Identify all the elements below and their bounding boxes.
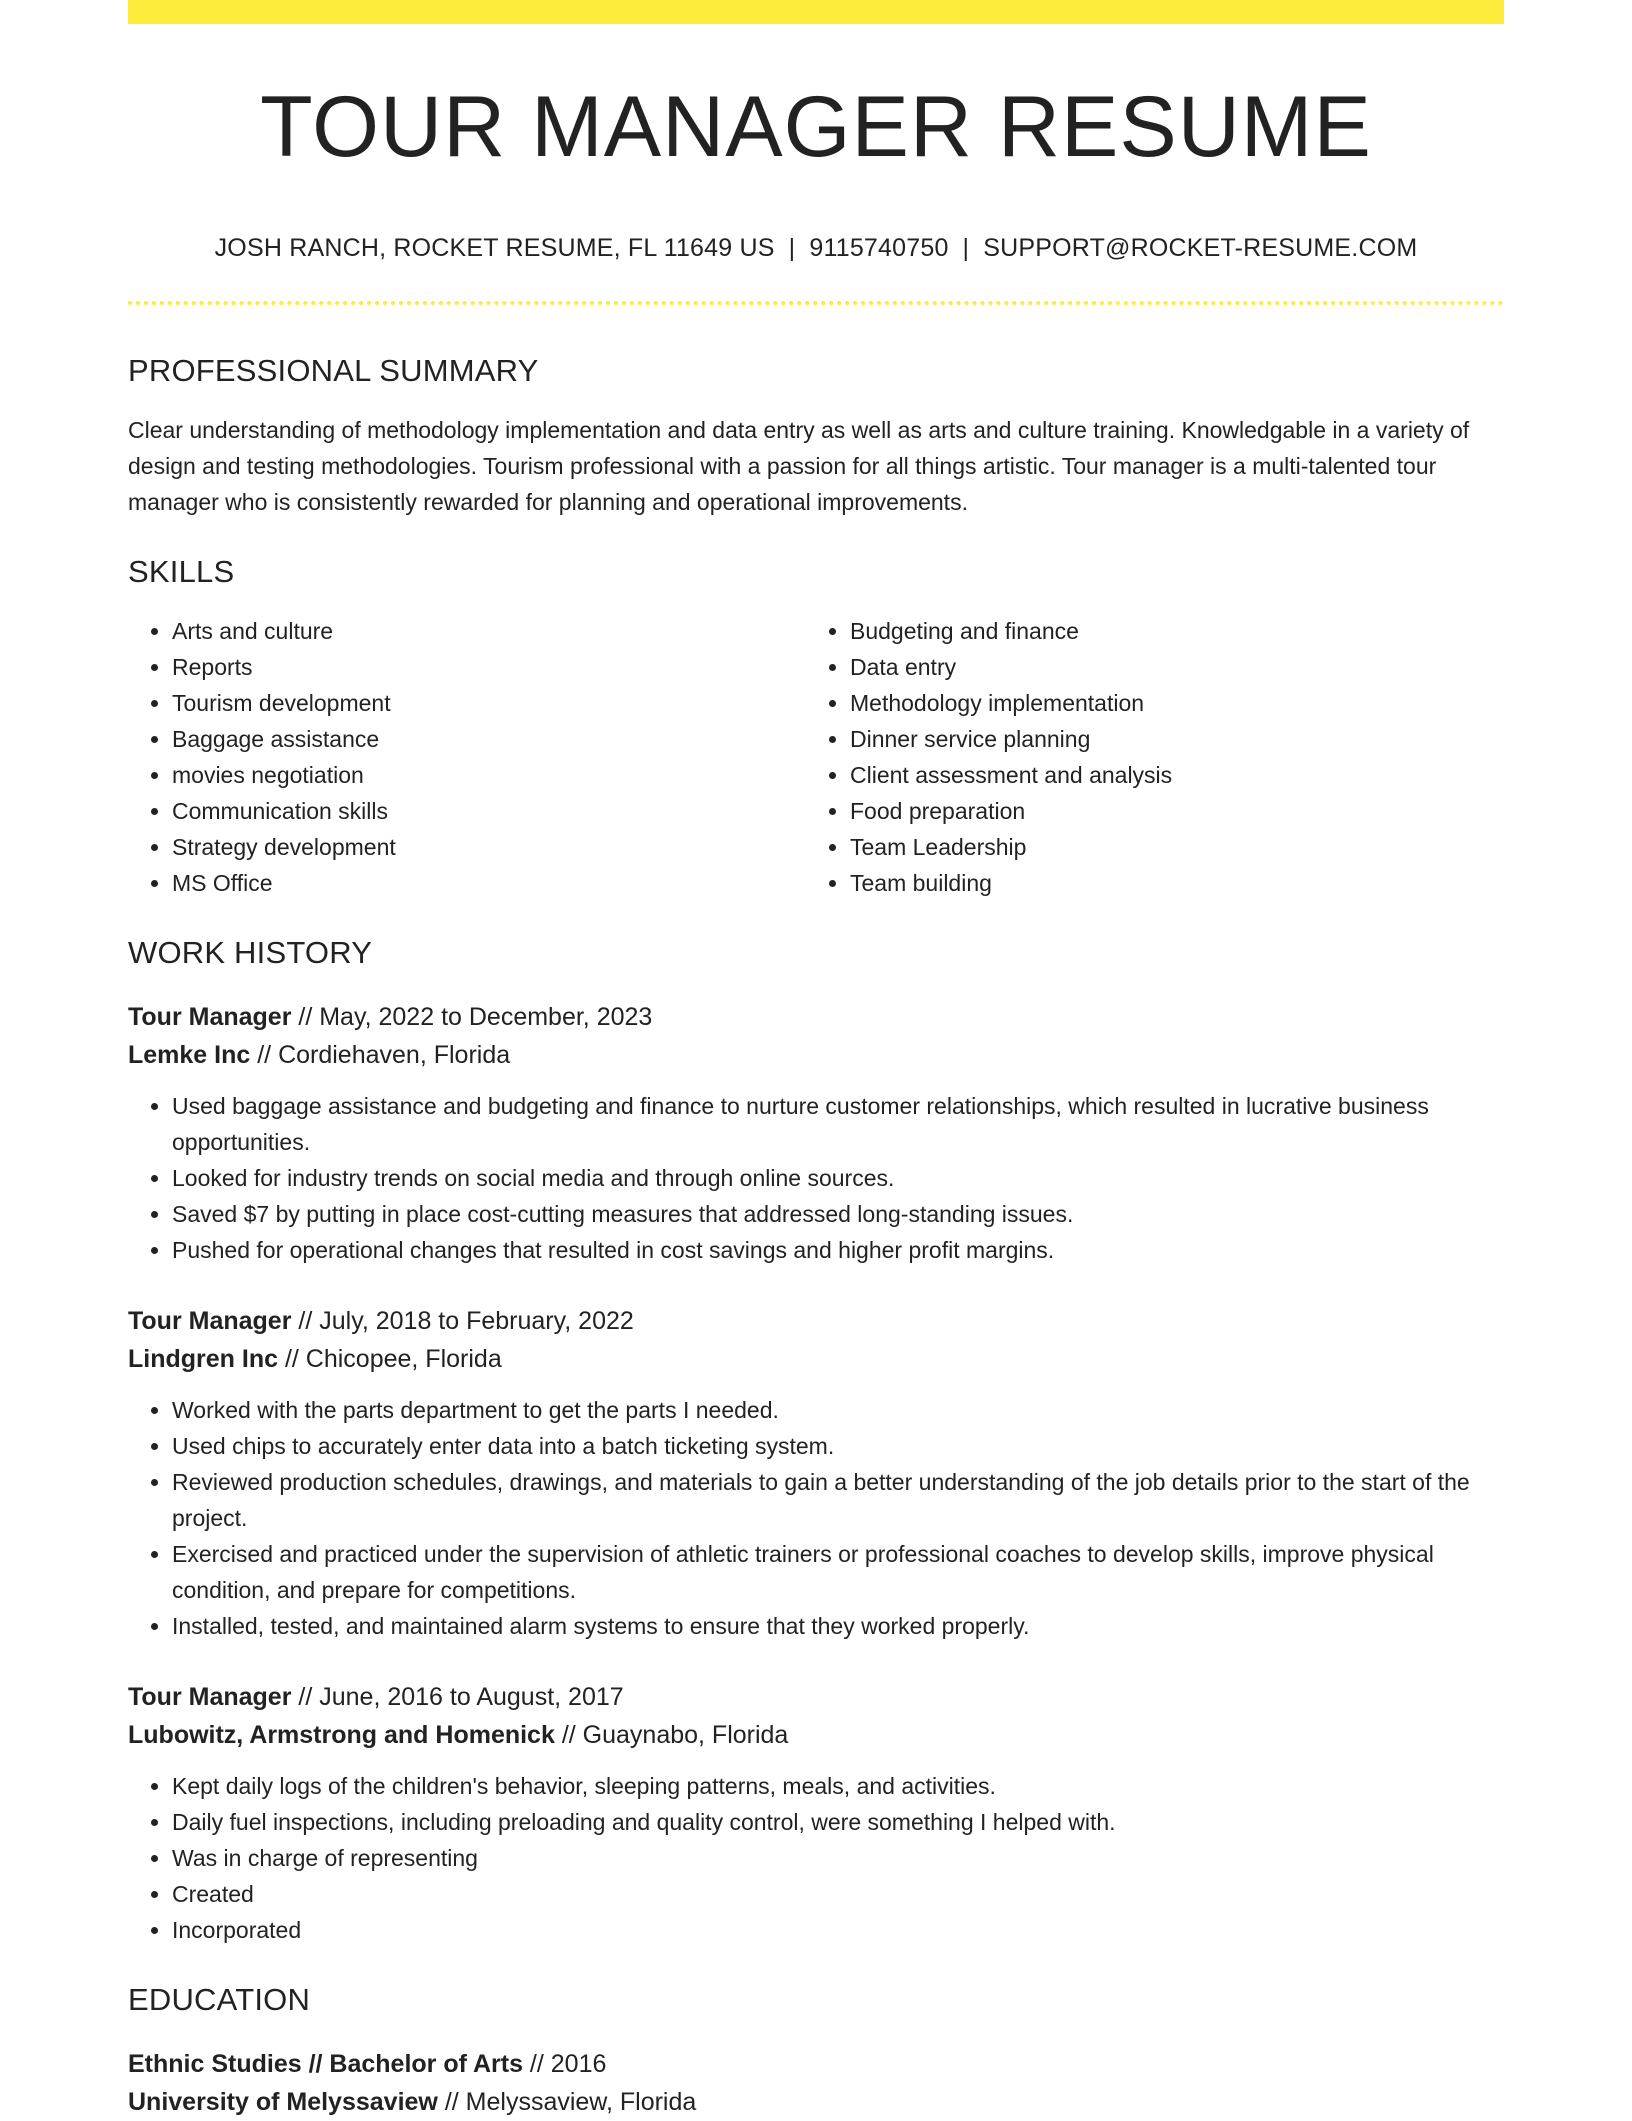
education-entry [128, 2045, 1504, 2121]
skill-item: • Tourism development [172, 685, 806, 721]
skill-item: • Baggage assistance [172, 721, 806, 757]
contact-address: JOSH RANCH, ROCKET RESUME, FL 11649 US [214, 234, 775, 262]
dotted-divider [128, 301, 1504, 305]
skill-item: • Team Leadership [850, 829, 1484, 865]
skill-item: • Data entry [850, 649, 1484, 685]
skill-item: • Methodology implementation [850, 685, 1484, 721]
skill-item: • Budgeting and finance [850, 613, 1484, 649]
job-bullet: • Used baggage assistance and budgeting and finance to nurture customer relationships, which resulted in lucrative business opportunities. [172, 1088, 1504, 1160]
skills-grid [128, 613, 1504, 901]
job-bullet: • Worked with the parts department to get the parts I needed. [172, 1392, 1504, 1428]
job-entry [128, 1678, 1504, 1948]
skill-item: • MS Office [172, 865, 806, 901]
skill-item: • Reports [172, 649, 806, 685]
job-entry [128, 998, 1504, 1268]
job-location: // Cordiehaven, Florida [250, 1041, 511, 1069]
job-company: Lindgren Inc [128, 1345, 278, 1373]
job-title-line [128, 998, 1504, 1036]
job-title-line [128, 1678, 1504, 1716]
job-bullet: • Reviewed production schedules, drawings, and materials to gain a better understanding of the job details prior to the start of the project. [172, 1464, 1504, 1536]
education-year: // 2016 [522, 2050, 607, 2078]
skills-column-left [128, 613, 806, 901]
contact-line [128, 236, 1504, 261]
skill-item: • Dinner service planning [850, 721, 1484, 757]
job-bullet: • Daily fuel inspections, including preloading and quality control, were something I helped with. [172, 1804, 1504, 1840]
job-bullet: • Used chips to accurately enter data into a batch ticketing system. [172, 1428, 1504, 1464]
education-degree: Ethnic Studies // Bachelor of Arts [128, 2050, 523, 2078]
job-dates: // June, 2016 to August, 2017 [291, 1683, 624, 1711]
job-bullets [128, 1392, 1504, 1644]
resume-title: TOUR MANAGER RESUME [260, 79, 1372, 175]
skills-column-right [806, 613, 1484, 901]
job-bullet: • Kept daily logs of the children's behavior, sleeping patterns, meals, and activities. [172, 1768, 1504, 1804]
job-bullet: • Installed, tested, and maintained alarm systems to ensure that they worked properly. [172, 1608, 1504, 1644]
skill-item: • movies negotiation [172, 757, 806, 793]
job-bullet: • Created [172, 1876, 1504, 1912]
job-company: Lemke Inc [128, 1041, 251, 1069]
job-location: // Chicopee, Florida [278, 1345, 502, 1373]
contact-phone: 9115740750 [809, 234, 949, 262]
education-heading: EDUCATION [128, 1982, 311, 2017]
job-bullets [128, 1768, 1504, 1948]
education-school-line [128, 2083, 1504, 2121]
work-history-heading: WORK HISTORY [128, 935, 373, 970]
job-dates: // July, 2018 to February, 2022 [291, 1307, 634, 1335]
job-title-line [128, 1302, 1504, 1340]
job-bullet: • Saved $7 by putting in place cost-cutting measures that addressed long-standing issues. [172, 1196, 1504, 1232]
resume-page [128, 0, 1504, 2121]
job-bullet: • Pushed for operational changes that resulted in cost savings and higher profit margins. [172, 1232, 1504, 1268]
contact-email: SUPPORT@ROCKET-RESUME.COM [983, 234, 1418, 262]
job-title: Tour Manager [128, 1307, 292, 1335]
job-location: // Guaynabo, Florida [554, 1721, 789, 1749]
skills-heading: SKILLS [128, 554, 235, 589]
job-bullet: • Incorporated [172, 1912, 1504, 1948]
skill-item: • Client assessment and analysis [850, 757, 1484, 793]
education-location: // Melyssaview, Florida [437, 2088, 697, 2116]
job-bullet: • Looked for industry trends on social media and through online sources. [172, 1160, 1504, 1196]
job-title: Tour Manager [128, 1683, 292, 1711]
skill-item: • Food preparation [850, 793, 1484, 829]
skill-item: • Strategy development [172, 829, 806, 865]
contact-separator: | [788, 234, 796, 262]
job-company-line [128, 1340, 1504, 1378]
job-title: Tour Manager [128, 1003, 292, 1031]
skill-item: • Communication skills [172, 793, 806, 829]
education-degree-line [128, 2045, 1504, 2083]
job-company: Lubowitz, Armstrong and Homenick [128, 1721, 555, 1749]
top-accent-bar [128, 0, 1504, 24]
job-bullet: • Was in charge of representing [172, 1840, 1504, 1876]
job-company-line [128, 1716, 1504, 1754]
summary-heading: PROFESSIONAL SUMMARY [128, 353, 539, 388]
skill-item: • Arts and culture [172, 613, 806, 649]
job-entry [128, 1302, 1504, 1644]
job-bullets [128, 1088, 1504, 1268]
job-dates: // May, 2022 to December, 2023 [291, 1003, 653, 1031]
summary-text: Clear understanding of methodology implementation and data entry as well as arts and culture training. Knowledgable in a variety of design and testing methodologies. Tourism professional with a passion for all things artistic. Tour manager is a multi-talented tour manager who is consistently rewarded for planning and operational improvements. [128, 417, 1470, 515]
contact-separator: | [962, 234, 970, 262]
job-bullet: • Exercised and practiced under the supervision of athletic trainers or professional coaches to develop skills, improve physical condition, and prepare for competitions. [172, 1536, 1504, 1608]
education-school: University of Melyssaview [128, 2088, 438, 2116]
skill-item: • Team building [850, 865, 1484, 901]
job-company-line [128, 1036, 1504, 1074]
